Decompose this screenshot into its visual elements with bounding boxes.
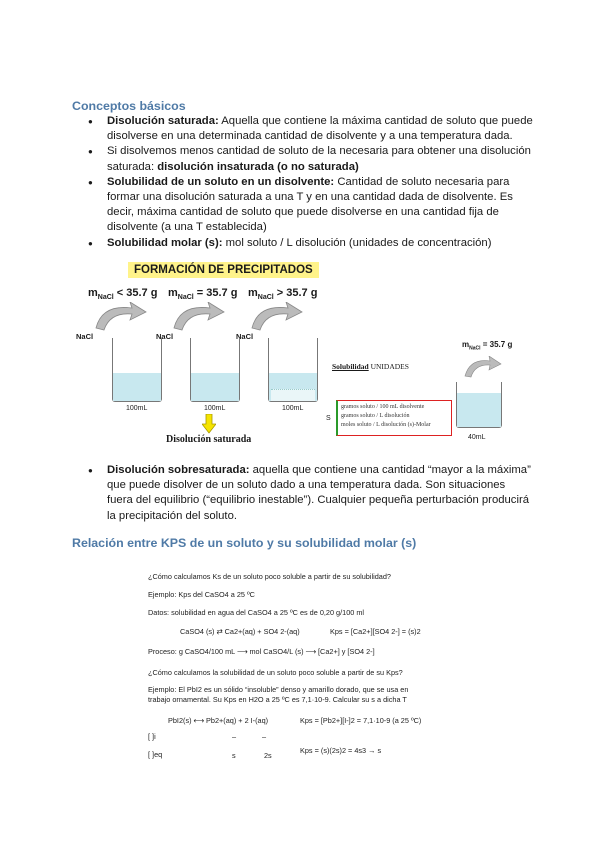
example-text: Ejemplo: Kps del CaSO4 a 25 ºC <box>148 590 255 599</box>
beaker-unsaturated <box>112 338 162 402</box>
beaker-small <box>456 382 502 428</box>
unit-line: gramos soluto / 100 mL disolvente <box>341 404 425 410</box>
example-text: trabajo ornamental. Su Kps en H2O a 25 ºC es 7,1·10-9. Calcular su s a dicha T <box>148 695 407 704</box>
list-item <box>88 236 534 251</box>
mass-label: $m_{NaCl} < 35.7$ g <box>88 287 158 302</box>
list-item <box>88 114 534 144</box>
pour-arrow-icon <box>170 302 226 332</box>
pour-arrow-icon <box>248 302 304 332</box>
question-text: ¿Cómo calculamos la solubilidad de un soluto poco soluble a partir de su Kps? <box>148 668 403 677</box>
definition-text: Aquella que contiene la máxima cantidad de soluto que puede disolverse en una determinada cantidad de disolvente y a una temperatura dada. <box>107 115 533 143</box>
kps-expression: Kps = (s)(2s)2 = 4s3 → s <box>300 746 382 755</box>
kps-expression: Kps = [Ca2+][SO4 2-] = (s)2 <box>330 627 421 636</box>
mass-label: $m_{NaCl} > 35.7$ g <box>248 287 318 302</box>
ice-cell: – <box>262 732 267 741</box>
definition-text: Si disolvemos menos cantidad de soluto de la necesaria para obtener una disolución saturada: <box>107 145 531 173</box>
term-unsaturated: disolución insaturada (o no saturada) <box>157 160 359 173</box>
question-text: ¿Cómo calculamos Ks de un soluto poco soluble a partir de su solubilidad? <box>148 572 391 581</box>
unit-line: gramos soluto / L disolución <box>341 413 410 419</box>
solubility-title: Solubilidad UNIDADES <box>332 362 409 371</box>
pour-arrow-icon <box>462 356 502 378</box>
solubility-symbol: S <box>326 415 331 422</box>
row-label-equilibrium: [ ]eq <box>148 750 163 759</box>
term-molar-solubility: Solubilidad molar (s): <box>107 236 223 249</box>
section-heading-basic-concepts: Conceptos básicos <box>72 99 186 113</box>
supersaturated-list <box>88 463 534 524</box>
salt-label: NaCl <box>76 332 94 341</box>
term-solubility: Solubilidad de un soluto en un disolvente: <box>107 175 335 188</box>
salt-label: NaCl <box>236 332 254 341</box>
list-item <box>88 144 534 174</box>
definition-text: mol soluto / L disolución (unidades de concentración) <box>222 236 492 249</box>
list-item <box>88 175 534 236</box>
solubility-units-box <box>336 400 452 436</box>
unit-line: moles soluto / L disolución (s)-Molar <box>341 422 431 428</box>
section-heading-kps: Relación entre KPS de un soluto y su solubilidad molar (s) <box>72 536 417 550</box>
term-supersaturated: Disolución sobresaturada: <box>107 464 250 476</box>
definition-text: aquella que contiene una cantidad “mayor a la máxima” que puede disolver de un soluto dado a una temperatura dada. Son situaciones fuera del equilibrio (“equilibrio inestable”). Cualquier pequeña perturbación producirá la precipitación del soluto. <box>107 464 531 522</box>
list-item <box>88 463 534 524</box>
concepts-list <box>88 114 534 251</box>
volume-label: 100mL <box>126 405 148 412</box>
ice-cell: s <box>232 751 236 760</box>
example-text: Ejemplo: El PbI2 es un sólido “insoluble” denso y amarillo dorado, que se usa en <box>148 685 409 694</box>
precipitation-figure <box>72 262 532 448</box>
beaker-precipitate <box>268 338 318 402</box>
pour-arrow-icon <box>92 302 148 332</box>
salt-label: NaCl <box>156 332 174 341</box>
mass-label: $m_{NaCl} = 35.7$ g <box>462 340 513 352</box>
volume-label: 100mL <box>282 405 304 412</box>
figure-title: FORMACIÓN DE PRECIPITADOS <box>128 262 319 278</box>
ice-cell: – <box>232 732 237 741</box>
row-label-initial: [ ]i <box>148 732 156 741</box>
process-text: Proceso: g CaSO4/100 mL ⟶ mol CaSO4/L (s) ⟶ [Ca2+] y [SO4 2-] <box>148 647 375 656</box>
data-text: Datos: solubilidad en agua del CaSO4 a 25 ºC es de 0,20 g/100 ml <box>148 608 365 617</box>
volume-label: 100mL <box>204 405 226 412</box>
volume-label: 40mL <box>468 434 486 441</box>
down-arrow-icon <box>202 414 216 434</box>
mass-label: $m_{NaCl} = 35.7$ g <box>168 287 238 302</box>
equilibrium-equation: PbI2(s) ⟷ Pb2+(aq) + 2 I-(aq) <box>168 716 269 725</box>
beaker-saturated <box>190 338 240 402</box>
ice-cell: 2s <box>264 751 272 760</box>
term-saturated: Disolución saturada: <box>107 115 219 127</box>
equilibrium-equation: CaSO4 (s) ⇄ Ca2+(aq) + SO4 2-(aq) <box>180 627 300 636</box>
saturated-label: Disolución saturada <box>166 434 252 445</box>
kps-expression: Kps = [Pb2+][I-]2 = 7,1·10-9 (a 25 ºC) <box>300 716 422 725</box>
definition-text: Cantidad de soluto necesaria para formar una disolución saturada a una T y en una cantidad dada de disolvente. Es decir, máxima cantidad de soluto que puede disolverse en una cantidad fija de disolvente (a una T establecida) <box>107 175 513 234</box>
